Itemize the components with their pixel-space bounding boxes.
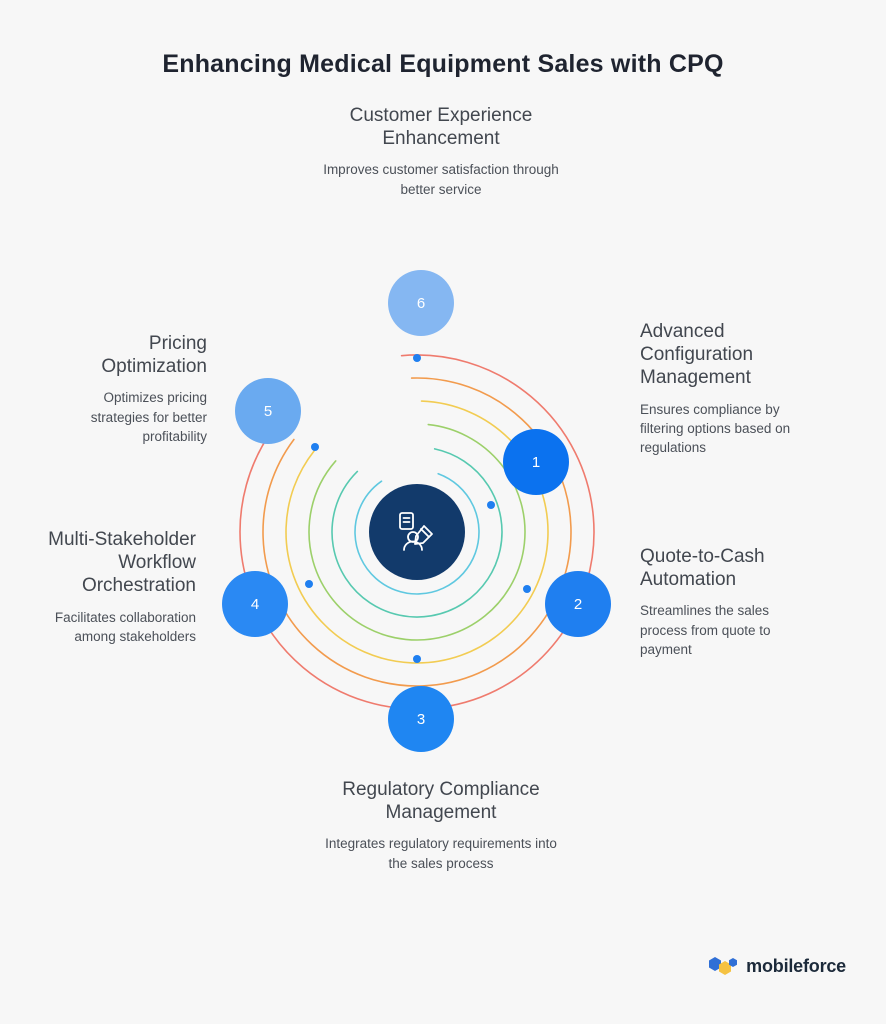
node-bubble-2[interactable] bbox=[545, 571, 611, 637]
brand-logo-text: mobileforce bbox=[746, 955, 846, 976]
mobileforce-hex-icon bbox=[708, 955, 738, 977]
connector-dot-2 bbox=[523, 585, 531, 593]
hub-circle bbox=[369, 484, 465, 580]
connector-dot-1 bbox=[487, 501, 495, 509]
node-label-3 bbox=[316, 778, 566, 873]
connector-dot-4 bbox=[305, 580, 313, 588]
node-number-1: 1 bbox=[531, 453, 541, 471]
node-description-6: Improves customer satisfaction through better service bbox=[323, 162, 559, 197]
document-user-edit-icon bbox=[391, 506, 443, 558]
connector-dot-5 bbox=[311, 443, 319, 451]
node-bubble-3[interactable] bbox=[388, 686, 454, 752]
connector-dot-3 bbox=[413, 655, 421, 663]
node-number-2: 2 bbox=[573, 595, 583, 613]
concentric-ring-diagram bbox=[213, 273, 669, 763]
node-description-3: Integrates regulatory requirements into the sales process bbox=[325, 836, 557, 871]
brand-logo bbox=[708, 955, 846, 977]
node-heading-5: Pricing Optimization bbox=[101, 333, 207, 378]
node-heading-3: Regulatory Compliance Management bbox=[342, 779, 540, 824]
node-heading-6: Customer Experience Enhancement bbox=[349, 105, 533, 150]
page-title: Enhancing Medical Equipment Sales with CPQ bbox=[162, 50, 724, 78]
node-heading-4: Multi-Stakeholder Workflow Orchestration bbox=[48, 529, 196, 597]
node-description-4: Facilitates collaboration among stakeholders bbox=[54, 609, 196, 644]
node-bubble-5[interactable] bbox=[235, 378, 301, 444]
node-bubble-6[interactable] bbox=[388, 270, 454, 336]
node-heading-1: Advanced Configuration Management bbox=[640, 321, 754, 389]
node-bubble-1[interactable] bbox=[503, 429, 569, 495]
node-number-4: 4 bbox=[250, 595, 260, 613]
node-heading-2: Quote-to-Cash Automation bbox=[640, 546, 765, 591]
node-number-3: 3 bbox=[416, 710, 426, 728]
node-label-6 bbox=[316, 104, 566, 199]
node-description-1: Ensures compliance by filtering options based on regulations bbox=[640, 401, 791, 455]
connector-dot-6 bbox=[413, 354, 421, 362]
node-number-6: 6 bbox=[416, 294, 426, 312]
node-description-2: Streamlines the sales process from quote to payment bbox=[640, 603, 771, 657]
node-number-5: 5 bbox=[263, 402, 273, 420]
node-description-5: Optimizes pricing strategies for better profitability bbox=[90, 390, 207, 444]
node-label-4 bbox=[44, 528, 196, 646]
node-bubble-4[interactable] bbox=[222, 571, 288, 637]
node-label-5 bbox=[44, 332, 207, 446]
